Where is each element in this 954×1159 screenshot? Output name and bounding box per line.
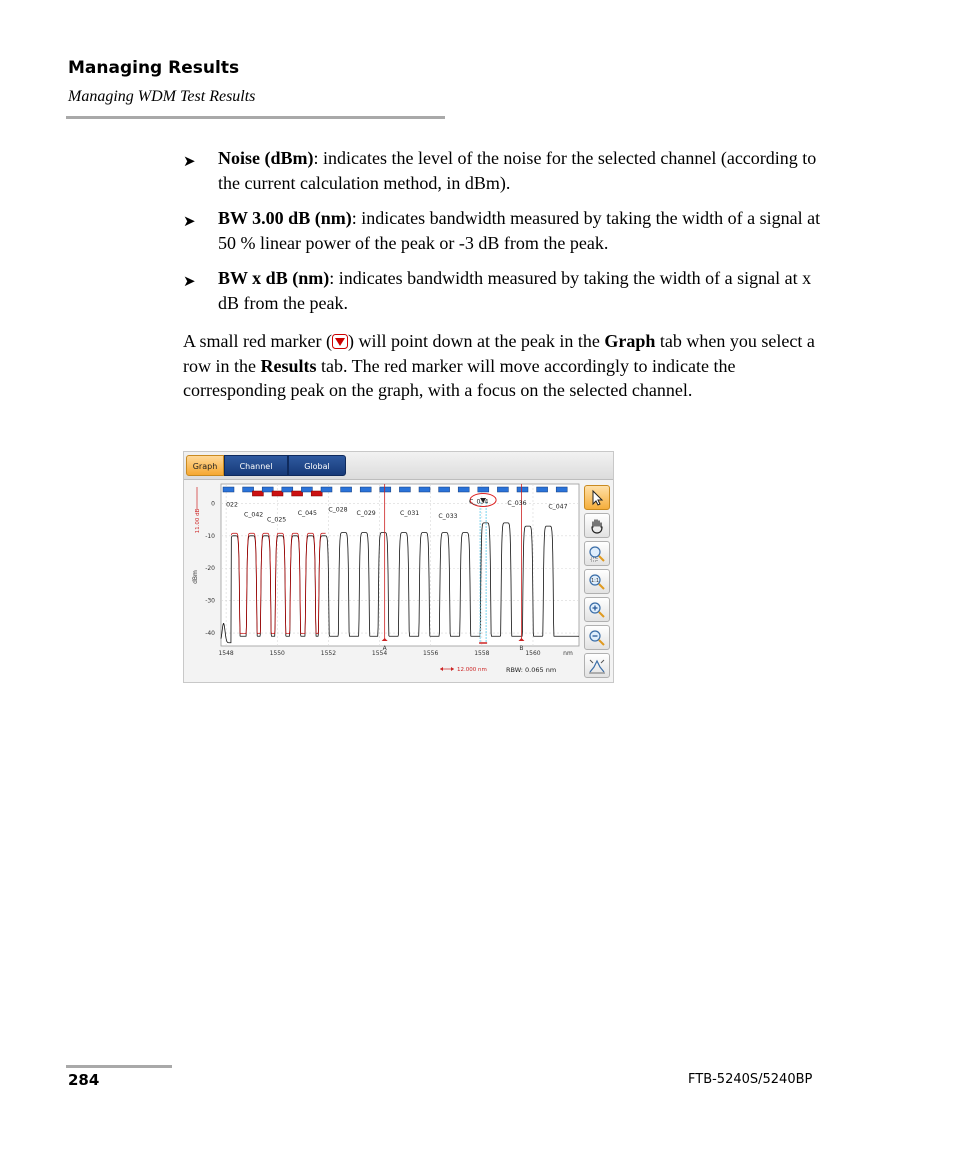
zoom-in-button[interactable] xyxy=(584,597,610,622)
channel-label: C_047 xyxy=(548,503,568,511)
bullet-text: : indicates the level of the noise for the selected channel (according to the current calculation method, in dBm). xyxy=(218,148,817,193)
page-header-title: Managing Results xyxy=(68,58,240,78)
channel-label: C_036 xyxy=(507,500,527,508)
full-view-button[interactable] xyxy=(584,653,610,678)
channel-square xyxy=(341,487,352,492)
header-divider xyxy=(66,116,445,119)
channel-label: C_034 xyxy=(469,498,489,506)
spectrum-graph[interactable] xyxy=(184,479,584,683)
zoom-out-icon xyxy=(588,629,606,647)
channel-label: C_033 xyxy=(438,513,458,521)
channel-square xyxy=(419,487,430,492)
channel-square xyxy=(497,487,508,492)
para-bold-graph: Graph xyxy=(604,331,656,351)
bullet-bw3 xyxy=(183,206,823,255)
bullet-arrow-icon: ➤ xyxy=(183,212,196,230)
y-tick-label: -30 xyxy=(205,597,215,605)
bullet-term: BW 3.00 dB (nm) xyxy=(218,208,352,228)
span-annotation-text: 12.000 nm xyxy=(457,667,487,673)
span-annotation xyxy=(440,667,487,673)
channel-square-red xyxy=(272,491,283,496)
svg-text:1:1: 1:1 xyxy=(590,578,600,584)
channel-square xyxy=(556,487,567,492)
wdm-graph-screenshot xyxy=(183,451,614,683)
channel-label: C_031 xyxy=(400,509,420,517)
y-axis-label: dBm xyxy=(192,570,199,584)
para-text: tab when you select a row in the xyxy=(183,331,815,376)
channel-square xyxy=(223,487,234,492)
channel-square xyxy=(243,487,254,492)
select-pointer-button[interactable] xyxy=(584,485,610,510)
channel-square xyxy=(321,487,332,492)
bullet-arrow-icon: ➤ xyxy=(183,272,196,290)
pan-hand-icon xyxy=(588,517,606,535)
y-tick-label: 0 xyxy=(211,500,215,508)
para-bold-results: Results xyxy=(260,355,317,376)
rbw-text: RBW: 0.065 nm xyxy=(506,666,557,674)
channel-label: C_028 xyxy=(328,506,348,514)
tab-bar xyxy=(184,452,614,480)
channel-square xyxy=(360,487,371,492)
zoom-in-icon xyxy=(588,601,606,619)
channel-square xyxy=(478,487,489,492)
x-tick-label: 1560 xyxy=(525,650,541,657)
y-tick-labels xyxy=(205,500,215,637)
full-view-icon xyxy=(588,657,606,675)
select-pointer-icon xyxy=(588,489,606,507)
channel-label: C_045 xyxy=(297,509,317,517)
channel-square xyxy=(282,487,293,492)
bullet-noise xyxy=(183,146,823,195)
y-tick-label: -10 xyxy=(205,532,215,540)
channel-square xyxy=(439,487,450,492)
y-tick-label: -40 xyxy=(205,630,215,638)
bullet-arrow-icon: ➤ xyxy=(183,152,196,170)
y-tick-label: -20 xyxy=(205,565,215,573)
para-text: A small red marker ( xyxy=(183,331,332,351)
x-tick-label: 1556 xyxy=(423,650,439,657)
channel-square xyxy=(537,487,548,492)
zoom-fit-icon xyxy=(588,573,606,591)
channel-label: C_042 xyxy=(244,511,264,519)
footer-divider xyxy=(66,1065,172,1068)
bullet-text: : indicates bandwidth measured by taking the width of a signal at x dB from the peak. xyxy=(218,268,812,313)
x-tick-label: 1550 xyxy=(269,650,285,657)
zoom-area-button[interactable] xyxy=(584,541,610,566)
tab-global-results[interactable]: Global xyxy=(288,455,346,476)
bw-annotation xyxy=(195,487,201,533)
bullet-term: BW x dB (nm) xyxy=(218,268,330,288)
bw-annotation-text: 11.00 dB xyxy=(195,508,201,534)
bullet-list xyxy=(183,146,823,326)
tab-channel-results[interactable]: Channel xyxy=(224,455,288,476)
channel-square-red xyxy=(292,491,303,496)
bullet-bwx xyxy=(183,266,823,315)
x-tick-label: 1548 xyxy=(218,650,234,657)
x-axis-unit: nm xyxy=(563,650,573,657)
channel-square-red xyxy=(252,491,263,496)
x-tick-labels xyxy=(218,650,540,657)
para-text: ) will point down at the peak in the xyxy=(347,331,605,351)
product-name: FTB-5240S/5240BP xyxy=(688,1072,813,1087)
channel-square xyxy=(517,487,528,492)
channel-square xyxy=(458,487,469,492)
channel-square-red xyxy=(311,491,322,496)
bullet-term: Noise (dBm) xyxy=(218,148,314,168)
channel-label: 022 xyxy=(226,501,238,509)
channel-square xyxy=(262,487,273,492)
tab-graph[interactable]: Graph xyxy=(186,455,224,476)
channel-square xyxy=(380,487,391,492)
page-header-subtitle: Managing WDM Test Results xyxy=(68,88,256,105)
bullet-text: : indicates bandwidth measured by taking the width of a signal at 50 % linear power of the peak or -3 dB from the peak. xyxy=(218,208,821,253)
page-number: 284 xyxy=(68,1071,100,1089)
zoom-fit-button[interactable] xyxy=(584,569,610,594)
marker-paragraph xyxy=(183,329,823,403)
marker-label: A xyxy=(382,645,387,652)
marker-label: B xyxy=(519,645,524,652)
para-text: tab. The red marker will move accordingly to indicate the corresponding peak on the graph, with a focus on the selected channel. xyxy=(183,355,736,400)
x-tick-label: 1558 xyxy=(474,650,490,657)
channel-square xyxy=(399,487,410,492)
channel-square xyxy=(301,487,312,492)
x-tick-label: 1554 xyxy=(371,650,388,657)
pan-button[interactable] xyxy=(584,513,610,538)
x-tick-label: 1552 xyxy=(320,650,337,657)
channel-label: C_025 xyxy=(267,516,287,524)
channel-label: C_029 xyxy=(356,509,376,517)
zoom-out-button[interactable] xyxy=(584,625,610,650)
plot-area[interactable] xyxy=(221,484,579,646)
zoom-area-icon xyxy=(588,545,606,563)
red-marker-icon xyxy=(332,334,348,349)
